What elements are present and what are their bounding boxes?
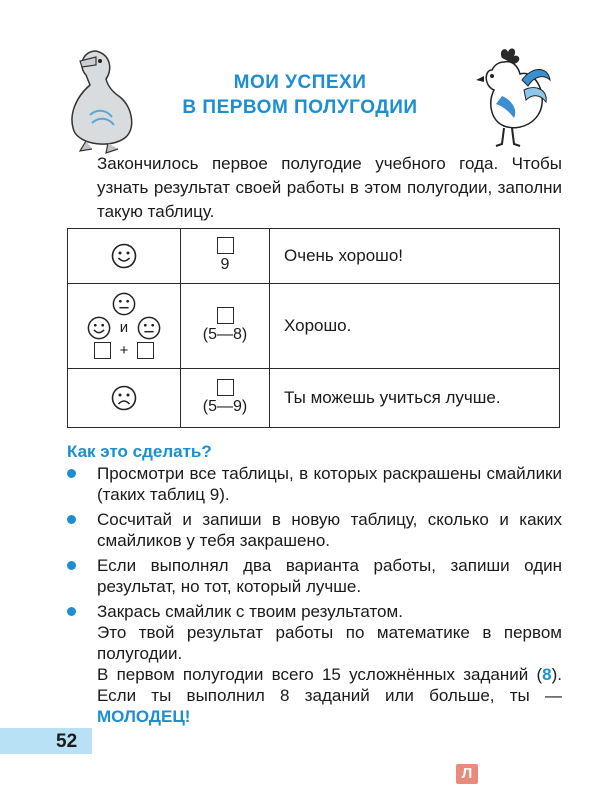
smiley-cell — [68, 284, 181, 369]
and-label: и — [119, 319, 129, 337]
happy-face-icon — [87, 316, 111, 340]
happy-face-icon — [111, 243, 137, 269]
score-label: (5—8) — [202, 326, 248, 343]
score-label: (5—9) — [202, 398, 248, 415]
rooster-illustration — [462, 40, 554, 150]
list-item — [67, 509, 562, 551]
intro-paragraph: Закончилось первое полугодие учебного года. Чтобы узнать результат своей работы в этом полугодии, заполни такую таблицу. — [97, 154, 562, 221]
howto-heading: Как это сделать? — [67, 442, 212, 461]
plus-label: + — [119, 342, 129, 359]
bonus-count: 8 — [542, 665, 552, 684]
goose-illustration — [62, 45, 138, 155]
score-label: 9 — [220, 256, 230, 273]
list-item — [67, 555, 562, 597]
title-line-2: В ПЕРВОМ ПОЛУГОДИИ — [182, 97, 418, 118]
table-row — [68, 369, 560, 428]
answer-box[interactable] — [217, 237, 234, 254]
smiley-cell — [68, 229, 181, 284]
bonus-text-a: В первом полугодии всего 15 усложнённых заданий ( — [97, 665, 543, 684]
result-text: Очень хорошо! — [270, 229, 560, 284]
table-row — [68, 229, 560, 284]
praise-text: МОЛОДЕЦ! — [97, 707, 191, 726]
score-cell — [181, 229, 270, 284]
list-item-text: Сосчитай и запиши в новую таблицу, сколько и каких смайликов у тебя закрашено. — [97, 510, 562, 550]
score-cell — [181, 369, 270, 428]
table-row — [68, 284, 560, 369]
bullet-icon — [67, 607, 76, 616]
sad-face-icon — [111, 385, 137, 411]
answer-box[interactable] — [217, 307, 234, 324]
list-item-text: Просмотри все таблицы, в которых раскрашены смайлики (таких таблиц 9). — [97, 464, 562, 504]
neutral-face-icon — [112, 292, 136, 316]
instruction-list — [67, 463, 562, 731]
list-item — [67, 463, 562, 505]
page-number-band — [0, 728, 92, 754]
page-title — [150, 70, 450, 120]
list-item-text: Если выполнял два варианта работы, запиши один результат, но тот, который лучше. — [97, 556, 562, 596]
answer-box[interactable] — [94, 342, 111, 359]
bonus-text-b: ). Если ты выполнил 8 заданий или больше, ты — — [97, 665, 562, 705]
neutral-face-icon — [137, 316, 161, 340]
smiley-cell — [68, 369, 181, 428]
bullet-icon — [67, 561, 76, 570]
list-item-text: Закрась смайлик с твоим результатом. — [97, 602, 403, 621]
results-table — [67, 228, 560, 428]
bonus-note — [97, 664, 562, 727]
answer-box[interactable] — [137, 342, 154, 359]
page-number: 52 — [56, 731, 78, 752]
bullet-icon — [67, 469, 76, 478]
watermark-logo: Л — [456, 764, 478, 784]
list-item — [67, 601, 562, 727]
answer-box[interactable] — [217, 379, 234, 396]
score-cell — [181, 284, 270, 369]
result-text: Ты можешь учиться лучше. — [270, 369, 560, 428]
result-text: Хорошо. — [270, 284, 560, 369]
title-line-1: МОИ УСПЕХИ — [233, 72, 367, 93]
result-note: Это твой результат работы по математике в первом полугодии. — [97, 623, 562, 663]
bullet-icon — [67, 515, 76, 524]
